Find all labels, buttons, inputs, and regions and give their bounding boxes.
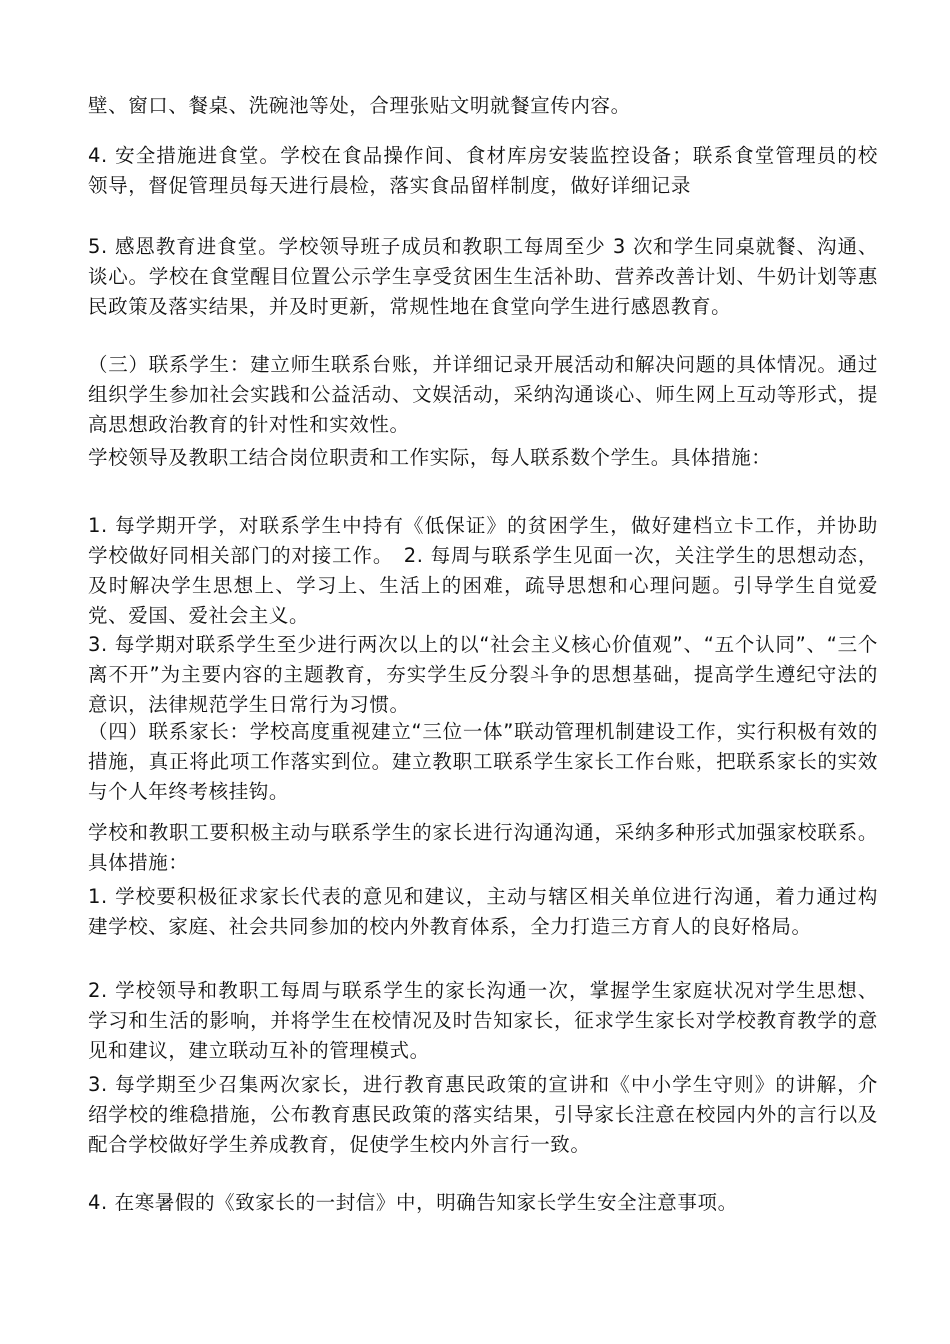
paragraph-parent-measures-intro: 学校和教职工要积极主动与联系学生的家长进行沟通沟通，采纳多种形式加强家校联系。具体措施： [88, 821, 878, 874]
paragraph-contact-students: （三）联系学生：建立师生联系台账，并详细记录开展活动和解决问题的具体情况。通过组织学生参加社会实践和公益活动、文娱活动，采纳沟通谈心、师生网上互动等形式，提高思想政治教育的针对性和实效性。 [88, 353, 878, 436]
paragraph-parent-measure-2: 2. 学校领导和教职工每周与联系学生的家长沟通一次，掌握学生家庭状况对学生思想、学习和生活的影响，并将学生在校情况及时告知家长，征求学生家长对学校教育教学的意见和建议，建立联动互补的管理模式。 [88, 979, 878, 1062]
paragraph-parent-measure-1: 1. 学校要积极征求家长代表的意见和建议，主动与辖区相关单位进行沟通，着力通过构建学校、家庭、社会共同参加的校内外教育体系，全力打造三方育人的良好格局。 [88, 885, 878, 938]
paragraph-parent-measure-3: 3. 每学期至少召集两次家长，进行教育惠民政策的宣讲和《中小学生守则》的讲解，介绍学校的维稳措施，公布教育惠民政策的落实结果，引导家长注意在校园内外的言行以及配合学校做好学生养成教育，促使学生校内外言行一致。 [88, 1073, 878, 1156]
paragraph-student-measures-intro: 学校领导及教职工结合岗位职责和工作实际，每人联系数个学生。具体措施： [88, 446, 772, 469]
paragraph-canteen-safety: 4. 安全措施进食堂。学校在食品操作间、食材库房安装监控设备；联系食堂管理员的校领导，督促管理员每天进行晨检，落实食品留样制度，做好详细记录 [88, 144, 878, 197]
paragraph-student-measure-1-2: 1. 每学期开学，对联系学生中持有《低保证》的贫困学生，做好建档立卡工作，并协助学校做好同相关部门的对接工作。 2. 每周与联系学生见面一次，关注学生的思想动态，及时解决学生思想上、学习上、生活上的困难，疏导思想和心理问题。引导学生自觉爱党、爱国、爱社会主义。 [88, 514, 878, 627]
paragraph-canteen-posters: 壁、窗口、餐桌、洗碗池等处，合理张贴文明就餐宣传内容。 [88, 94, 631, 117]
paragraph-contact-parents: （四）联系家长：学校高度重视建立“三位一体”联动管理机制建设工作，实行积极有效的措施，真正将此项工作落实到位。建立教职工联系学生家长工作台账，把联系家长的实效与个人年终考核挂钩。 [88, 720, 878, 803]
paragraph-parent-measure-4: 4. 在寒暑假的《致家长的一封信》中，明确告知家长学生安全注意事项。 [88, 1191, 738, 1214]
paragraph-canteen-gratitude: 5. 感恩教育进食堂。学校领导班子成员和教职工每周至少 3 次和学生同桌就餐、沟通、谈心。学校在食堂醒目位置公示学生享受贫困生生活补助、营养改善计划、牛奶计划等惠民政策及落实结果，并及时更新，常规性地在食堂向学生进行感恩教育。 [88, 235, 878, 318]
paragraph-student-measure-3: 3. 每学期对联系学生至少进行两次以上的以“社会主义核心价值观”、“五个认同”、“三个离不开”为主要内容的主题教育，夯实学生反分裂斗争的思想基础，提高学生遵纪守法的意识，法律规范学生日常行为习惯。 [88, 633, 878, 716]
